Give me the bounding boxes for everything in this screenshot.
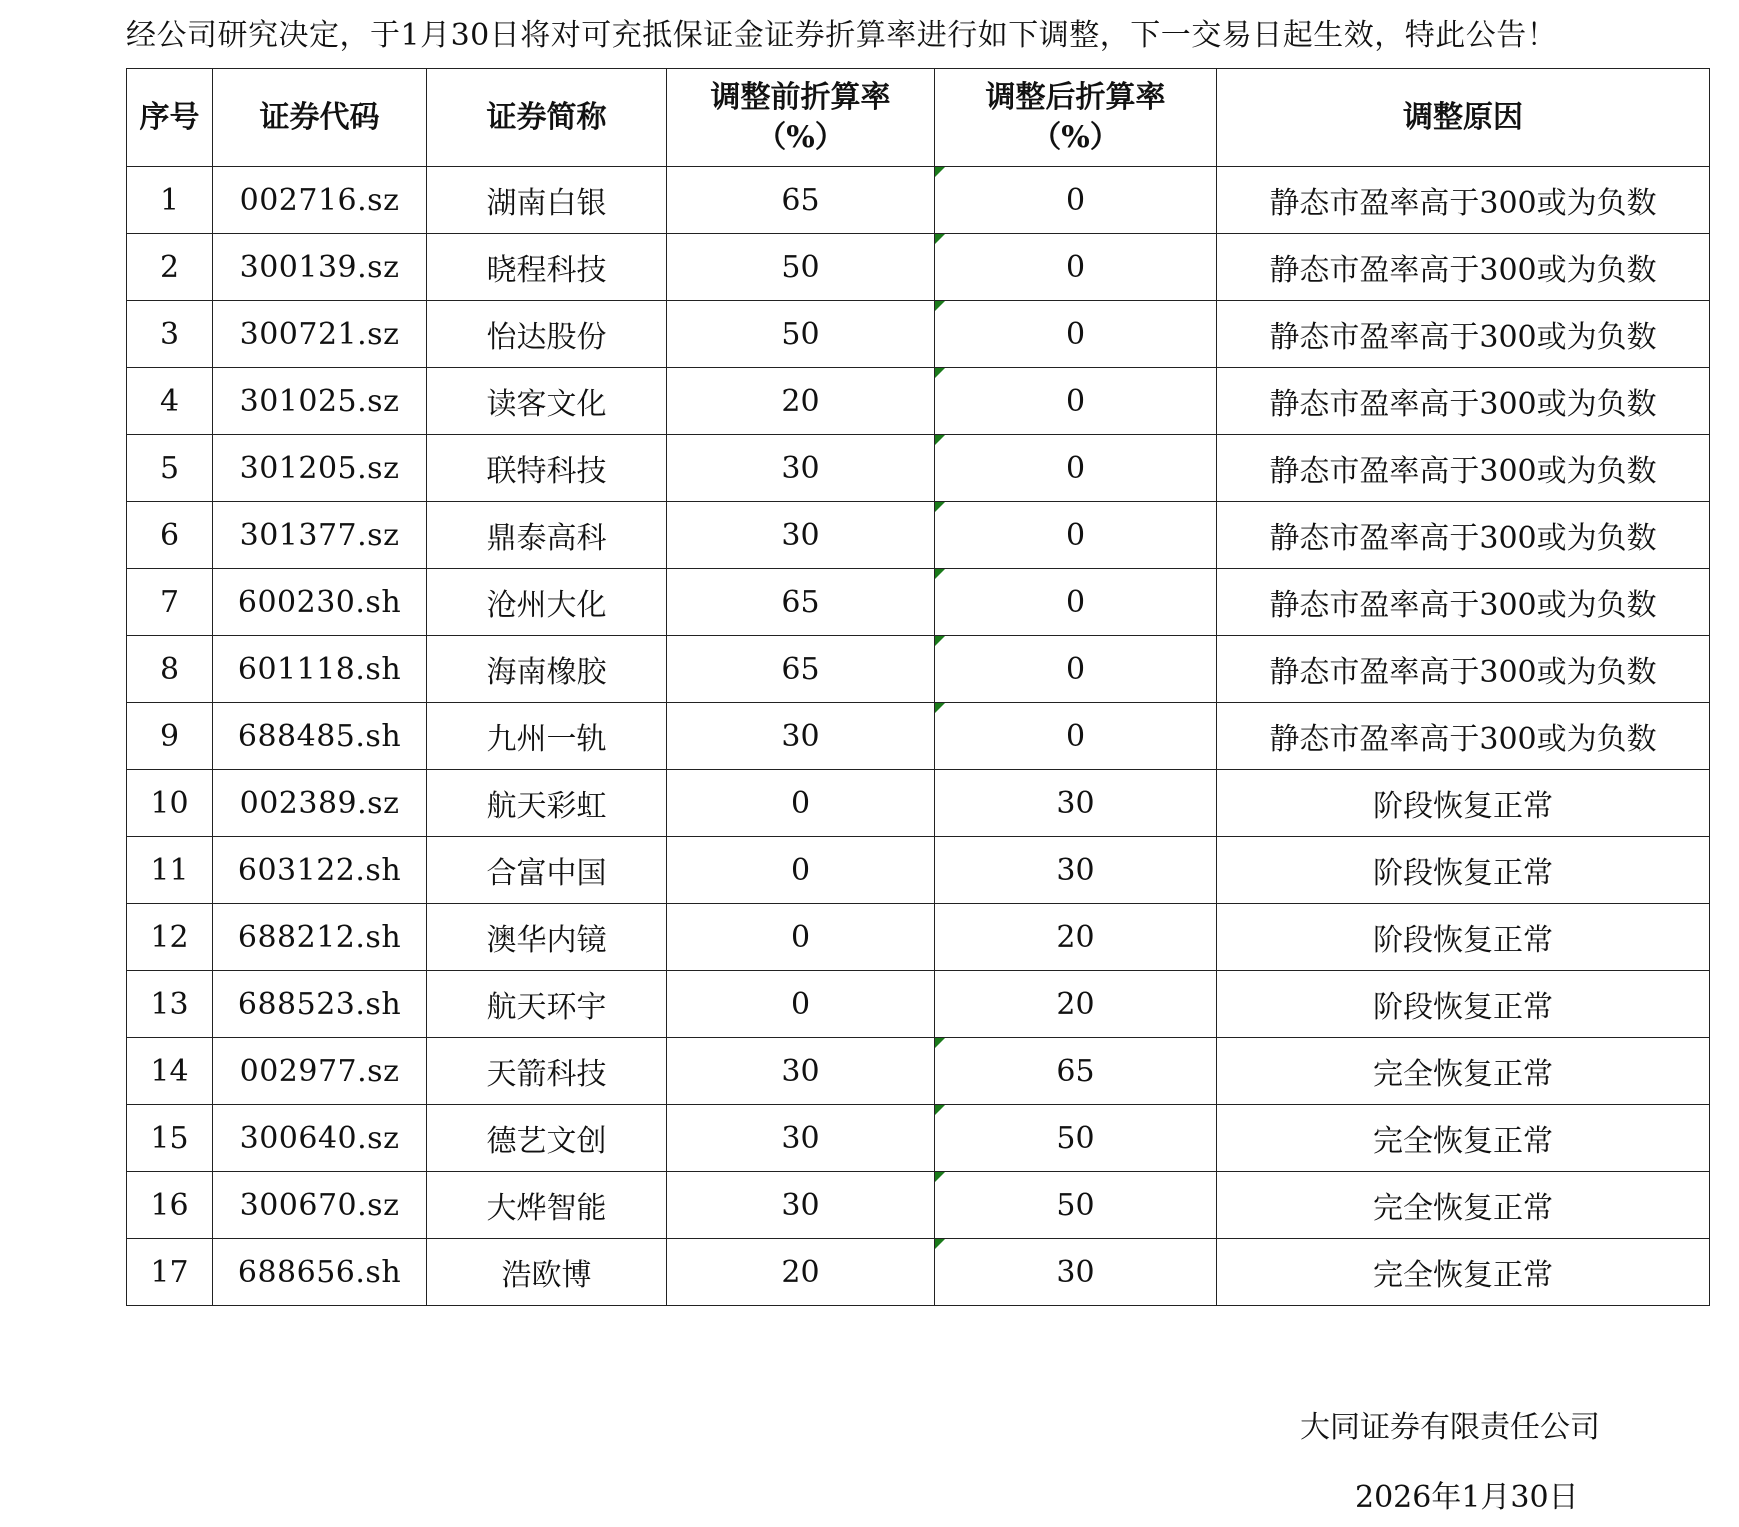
cell-reason bbox=[1217, 1038, 1710, 1105]
cell-comment-marker-icon bbox=[935, 502, 945, 512]
cell-code bbox=[213, 703, 427, 770]
table-row bbox=[127, 770, 1710, 837]
cell-before-rate bbox=[667, 1038, 935, 1105]
cell-name-text: 怡达股份 bbox=[486, 320, 607, 355]
signature-date: 2026年1月30日 bbox=[1355, 1480, 1579, 1515]
cell-reason-text: 阶段恢复正常 bbox=[1373, 856, 1553, 891]
header-before-rate-line2: （%） bbox=[756, 119, 845, 155]
cell-seq bbox=[127, 1239, 213, 1306]
cell-seq-text: 7 bbox=[159, 584, 180, 620]
cell-code-text: 301025.sz bbox=[239, 383, 400, 419]
cell-seq bbox=[127, 770, 213, 837]
cell-after-rate-text: 0 bbox=[1065, 182, 1086, 218]
cell-reason-text: 静态市盈率高于300或为负数 bbox=[1269, 655, 1657, 690]
cell-after-rate bbox=[935, 837, 1217, 904]
cell-reason-text: 静态市盈率高于300或为负数 bbox=[1269, 521, 1657, 556]
cell-reason bbox=[1217, 301, 1710, 368]
cell-name-text: 沧州大化 bbox=[486, 588, 607, 623]
cell-name bbox=[427, 301, 667, 368]
cell-before-rate-text: 20 bbox=[781, 383, 820, 419]
cell-before-rate bbox=[667, 368, 935, 435]
cell-reason-text: 阶段恢复正常 bbox=[1373, 923, 1553, 958]
cell-seq-text: 5 bbox=[159, 450, 180, 486]
cell-seq-text: 6 bbox=[159, 517, 180, 553]
cell-before-rate bbox=[667, 904, 935, 971]
cell-reason bbox=[1217, 167, 1710, 234]
cell-before-rate bbox=[667, 636, 935, 703]
cell-after-rate bbox=[935, 703, 1217, 770]
cell-comment-marker-icon bbox=[935, 569, 945, 579]
cell-code bbox=[213, 971, 427, 1038]
cell-after-rate bbox=[935, 301, 1217, 368]
cell-comment-marker-icon bbox=[935, 1038, 945, 1048]
cell-name bbox=[427, 770, 667, 837]
cell-after-rate bbox=[935, 971, 1217, 1038]
cell-after-rate bbox=[935, 502, 1217, 569]
cell-name bbox=[427, 703, 667, 770]
cell-reason-text: 静态市盈率高于300或为负数 bbox=[1269, 186, 1657, 221]
cell-after-rate-text: 65 bbox=[1056, 1053, 1095, 1089]
table-row bbox=[127, 368, 1710, 435]
cell-reason bbox=[1217, 1105, 1710, 1172]
cell-name-text: 合富中国 bbox=[486, 856, 607, 891]
cell-seq bbox=[127, 971, 213, 1038]
cell-after-rate bbox=[935, 435, 1217, 502]
header-after-rate-line2: （%） bbox=[1031, 119, 1120, 155]
cell-name-text: 德艺文创 bbox=[486, 1124, 607, 1159]
adjustment-table bbox=[126, 68, 1710, 1306]
cell-before-rate-text: 0 bbox=[790, 919, 811, 955]
cell-before-rate-text: 30 bbox=[781, 517, 820, 553]
cell-reason-text: 完全恢复正常 bbox=[1373, 1191, 1553, 1226]
cell-seq-text: 8 bbox=[159, 651, 180, 687]
cell-reason bbox=[1217, 234, 1710, 301]
header-name: 证券简称 bbox=[427, 69, 667, 167]
cell-seq-text: 10 bbox=[150, 785, 189, 821]
cell-code bbox=[213, 167, 427, 234]
cell-reason bbox=[1217, 368, 1710, 435]
cell-before-rate bbox=[667, 1239, 935, 1306]
table-row bbox=[127, 1038, 1710, 1105]
cell-after-rate-text: 0 bbox=[1065, 249, 1086, 285]
cell-after-rate bbox=[935, 368, 1217, 435]
cell-code bbox=[213, 301, 427, 368]
cell-reason-text: 阶段恢复正常 bbox=[1373, 789, 1553, 824]
table-row bbox=[127, 1172, 1710, 1239]
cell-after-rate bbox=[935, 1239, 1217, 1306]
cell-reason bbox=[1217, 1172, 1710, 1239]
cell-code bbox=[213, 368, 427, 435]
cell-after-rate-text: 20 bbox=[1056, 919, 1095, 955]
cell-before-rate bbox=[667, 1105, 935, 1172]
cell-name bbox=[427, 636, 667, 703]
table-row bbox=[127, 971, 1710, 1038]
cell-reason bbox=[1217, 569, 1710, 636]
header-reason: 调整原因 bbox=[1217, 69, 1710, 167]
cell-after-rate-text: 30 bbox=[1056, 785, 1095, 821]
cell-seq bbox=[127, 703, 213, 770]
cell-before-rate bbox=[667, 703, 935, 770]
table-row bbox=[127, 502, 1710, 569]
cell-reason-text: 静态市盈率高于300或为负数 bbox=[1269, 588, 1657, 623]
cell-seq bbox=[127, 502, 213, 569]
cell-name-text: 天箭科技 bbox=[486, 1057, 607, 1092]
cell-code-text: 002977.sz bbox=[239, 1053, 400, 1089]
cell-name bbox=[427, 904, 667, 971]
cell-seq-text: 9 bbox=[159, 718, 180, 754]
header-before-rate bbox=[667, 69, 935, 167]
cell-code bbox=[213, 234, 427, 301]
cell-name-text: 湖南白银 bbox=[486, 186, 607, 221]
cell-seq bbox=[127, 1172, 213, 1239]
cell-seq bbox=[127, 167, 213, 234]
cell-before-rate-text: 30 bbox=[781, 1187, 820, 1223]
cell-seq-text: 2 bbox=[159, 249, 180, 285]
cell-reason-text: 静态市盈率高于300或为负数 bbox=[1269, 722, 1657, 757]
cell-before-rate-text: 65 bbox=[781, 651, 820, 687]
cell-before-rate-text: 50 bbox=[781, 316, 820, 352]
cell-name-text: 航天彩虹 bbox=[486, 789, 607, 824]
cell-code-text: 301377.sz bbox=[239, 517, 400, 553]
cell-seq bbox=[127, 301, 213, 368]
cell-code bbox=[213, 770, 427, 837]
cell-code bbox=[213, 1105, 427, 1172]
cell-name bbox=[427, 435, 667, 502]
table-row bbox=[127, 301, 1710, 368]
cell-after-rate-text: 30 bbox=[1056, 1254, 1095, 1290]
cell-after-rate bbox=[935, 904, 1217, 971]
cell-before-rate-text: 30 bbox=[781, 450, 820, 486]
cell-reason bbox=[1217, 971, 1710, 1038]
cell-after-rate-text: 0 bbox=[1065, 517, 1086, 553]
table-row bbox=[127, 569, 1710, 636]
cell-seq-text: 17 bbox=[150, 1254, 189, 1290]
signature-company: 大同证券有限责任公司 bbox=[1300, 1410, 1600, 1445]
cell-reason-text: 阶段恢复正常 bbox=[1373, 990, 1553, 1025]
cell-reason bbox=[1217, 1239, 1710, 1306]
cell-after-rate bbox=[935, 1038, 1217, 1105]
cell-name-text: 读客文化 bbox=[486, 387, 607, 422]
cell-code bbox=[213, 636, 427, 703]
cell-code-text: 300670.sz bbox=[239, 1187, 400, 1223]
cell-seq bbox=[127, 636, 213, 703]
table-row bbox=[127, 703, 1710, 770]
cell-after-rate-text: 0 bbox=[1065, 584, 1086, 620]
cell-name-text: 海南橡胶 bbox=[486, 655, 607, 690]
table-row bbox=[127, 837, 1710, 904]
cell-name-text: 联特科技 bbox=[486, 454, 607, 489]
cell-name-text: 九州一轨 bbox=[486, 722, 607, 757]
cell-after-rate-text: 0 bbox=[1065, 450, 1086, 486]
cell-reason bbox=[1217, 502, 1710, 569]
cell-before-rate-text: 0 bbox=[790, 852, 811, 888]
cell-name bbox=[427, 167, 667, 234]
cell-before-rate-text: 0 bbox=[790, 785, 811, 821]
cell-comment-marker-icon bbox=[935, 1172, 945, 1182]
cell-code-text: 301205.sz bbox=[239, 450, 400, 486]
cell-name-text: 浩欧博 bbox=[501, 1258, 592, 1293]
cell-after-rate-text: 0 bbox=[1065, 383, 1086, 419]
cell-code bbox=[213, 837, 427, 904]
header-code: 证券代码 bbox=[213, 69, 427, 167]
cell-seq bbox=[127, 435, 213, 502]
cell-name-text: 大烨智能 bbox=[486, 1191, 607, 1226]
cell-after-rate-text: 50 bbox=[1056, 1120, 1095, 1156]
cell-comment-marker-icon bbox=[935, 368, 945, 378]
header-after-rate-line1: 调整后折算率 bbox=[985, 79, 1166, 115]
notice-intro: 经公司研究决定，于1月30日将对可充抵保证金证券折算率进行如下调整，下一交易日起生效，特此公告！ bbox=[126, 18, 1558, 53]
cell-reason bbox=[1217, 435, 1710, 502]
cell-seq-text: 3 bbox=[159, 316, 180, 352]
cell-seq-text: 16 bbox=[150, 1187, 189, 1223]
cell-reason-text: 完全恢复正常 bbox=[1373, 1057, 1553, 1092]
cell-comment-marker-icon bbox=[935, 234, 945, 244]
cell-seq-text: 4 bbox=[159, 383, 180, 419]
header-after-rate bbox=[935, 69, 1217, 167]
cell-code bbox=[213, 904, 427, 971]
table-row bbox=[127, 1239, 1710, 1306]
cell-name bbox=[427, 837, 667, 904]
cell-before-rate bbox=[667, 167, 935, 234]
cell-seq-text: 14 bbox=[150, 1053, 189, 1089]
cell-before-rate bbox=[667, 971, 935, 1038]
cell-after-rate bbox=[935, 1172, 1217, 1239]
cell-after-rate bbox=[935, 1105, 1217, 1172]
cell-comment-marker-icon bbox=[935, 1105, 945, 1115]
cell-after-rate-text: 20 bbox=[1056, 986, 1095, 1022]
cell-name bbox=[427, 569, 667, 636]
cell-reason-text: 静态市盈率高于300或为负数 bbox=[1269, 454, 1657, 489]
table-row bbox=[127, 636, 1710, 703]
cell-reason bbox=[1217, 770, 1710, 837]
cell-comment-marker-icon bbox=[935, 301, 945, 311]
cell-reason bbox=[1217, 837, 1710, 904]
cell-name-text: 鼎泰高科 bbox=[486, 521, 607, 556]
table-row bbox=[127, 435, 1710, 502]
table-body bbox=[127, 167, 1710, 1306]
cell-after-rate bbox=[935, 234, 1217, 301]
cell-reason-text: 完全恢复正常 bbox=[1373, 1124, 1553, 1159]
cell-after-rate bbox=[935, 636, 1217, 703]
cell-name bbox=[427, 971, 667, 1038]
cell-reason-text: 完全恢复正常 bbox=[1373, 1258, 1553, 1293]
cell-after-rate-text: 50 bbox=[1056, 1187, 1095, 1223]
cell-seq bbox=[127, 1038, 213, 1105]
cell-before-rate-text: 50 bbox=[781, 249, 820, 285]
cell-code-text: 300139.sz bbox=[239, 249, 400, 285]
cell-comment-marker-icon bbox=[935, 167, 945, 177]
cell-name bbox=[427, 1239, 667, 1306]
cell-name-text: 晓程科技 bbox=[486, 253, 607, 288]
cell-seq-text: 12 bbox=[150, 919, 189, 955]
cell-code bbox=[213, 435, 427, 502]
cell-name bbox=[427, 1172, 667, 1239]
cell-comment-marker-icon bbox=[935, 703, 945, 713]
cell-before-rate bbox=[667, 435, 935, 502]
cell-seq bbox=[127, 1105, 213, 1172]
cell-seq bbox=[127, 904, 213, 971]
cell-code-text: 600230.sh bbox=[237, 584, 402, 620]
table-row bbox=[127, 904, 1710, 971]
cell-name bbox=[427, 502, 667, 569]
cell-seq-text: 11 bbox=[150, 852, 189, 888]
cell-code bbox=[213, 1239, 427, 1306]
cell-reason-text: 静态市盈率高于300或为负数 bbox=[1269, 253, 1657, 288]
cell-code bbox=[213, 1172, 427, 1239]
table-header-row bbox=[127, 69, 1710, 167]
cell-after-rate-text: 0 bbox=[1065, 718, 1086, 754]
cell-after-rate bbox=[935, 167, 1217, 234]
cell-code bbox=[213, 502, 427, 569]
cell-name bbox=[427, 368, 667, 435]
cell-code-text: 002716.sz bbox=[239, 182, 400, 218]
cell-comment-marker-icon bbox=[935, 1239, 945, 1249]
cell-seq bbox=[127, 234, 213, 301]
cell-code bbox=[213, 1038, 427, 1105]
cell-code-text: 300721.sz bbox=[239, 316, 400, 352]
cell-seq-text: 15 bbox=[150, 1120, 189, 1156]
cell-code-text: 601118.sh bbox=[237, 651, 402, 687]
cell-after-rate-text: 30 bbox=[1056, 852, 1095, 888]
cell-reason-text: 静态市盈率高于300或为负数 bbox=[1269, 387, 1657, 422]
cell-code-text: 688212.sh bbox=[237, 919, 402, 955]
table-row bbox=[127, 167, 1710, 234]
cell-code-text: 300640.sz bbox=[239, 1120, 400, 1156]
cell-before-rate bbox=[667, 234, 935, 301]
table-row bbox=[127, 234, 1710, 301]
cell-before-rate-text: 20 bbox=[781, 1254, 820, 1290]
header-before-rate-line1: 调整前折算率 bbox=[710, 79, 891, 115]
cell-code-text: 688523.sh bbox=[237, 986, 402, 1022]
cell-before-rate bbox=[667, 502, 935, 569]
cell-before-rate-text: 65 bbox=[781, 584, 820, 620]
cell-reason bbox=[1217, 904, 1710, 971]
cell-comment-marker-icon bbox=[935, 636, 945, 646]
table-row bbox=[127, 1105, 1710, 1172]
cell-code-text: 688485.sh bbox=[237, 718, 402, 754]
cell-name bbox=[427, 1038, 667, 1105]
cell-code bbox=[213, 569, 427, 636]
cell-after-rate-text: 0 bbox=[1065, 651, 1086, 687]
cell-seq bbox=[127, 569, 213, 636]
cell-after-rate bbox=[935, 770, 1217, 837]
cell-before-rate-text: 65 bbox=[781, 182, 820, 218]
cell-name bbox=[427, 234, 667, 301]
cell-reason bbox=[1217, 636, 1710, 703]
cell-after-rate bbox=[935, 569, 1217, 636]
header-seq: 序号 bbox=[127, 69, 213, 167]
cell-code-text: 688656.sh bbox=[237, 1254, 402, 1290]
cell-name-text: 澳华内镜 bbox=[486, 923, 607, 958]
cell-before-rate-text: 30 bbox=[781, 718, 820, 754]
cell-before-rate bbox=[667, 301, 935, 368]
cell-before-rate bbox=[667, 1172, 935, 1239]
cell-before-rate-text: 30 bbox=[781, 1053, 820, 1089]
cell-before-rate bbox=[667, 569, 935, 636]
cell-before-rate bbox=[667, 837, 935, 904]
cell-reason-text: 静态市盈率高于300或为负数 bbox=[1269, 320, 1657, 355]
cell-comment-marker-icon bbox=[935, 435, 945, 445]
cell-seq bbox=[127, 837, 213, 904]
cell-before-rate bbox=[667, 770, 935, 837]
cell-name bbox=[427, 1105, 667, 1172]
cell-before-rate-text: 30 bbox=[781, 1120, 820, 1156]
cell-before-rate-text: 0 bbox=[790, 986, 811, 1022]
cell-code-text: 603122.sh bbox=[237, 852, 402, 888]
cell-name-text: 航天环宇 bbox=[486, 990, 607, 1025]
cell-code-text: 002389.sz bbox=[239, 785, 400, 821]
cell-seq bbox=[127, 368, 213, 435]
cell-reason bbox=[1217, 703, 1710, 770]
cell-seq-text: 1 bbox=[159, 182, 180, 218]
cell-after-rate-text: 0 bbox=[1065, 316, 1086, 352]
cell-seq-text: 13 bbox=[150, 986, 189, 1022]
